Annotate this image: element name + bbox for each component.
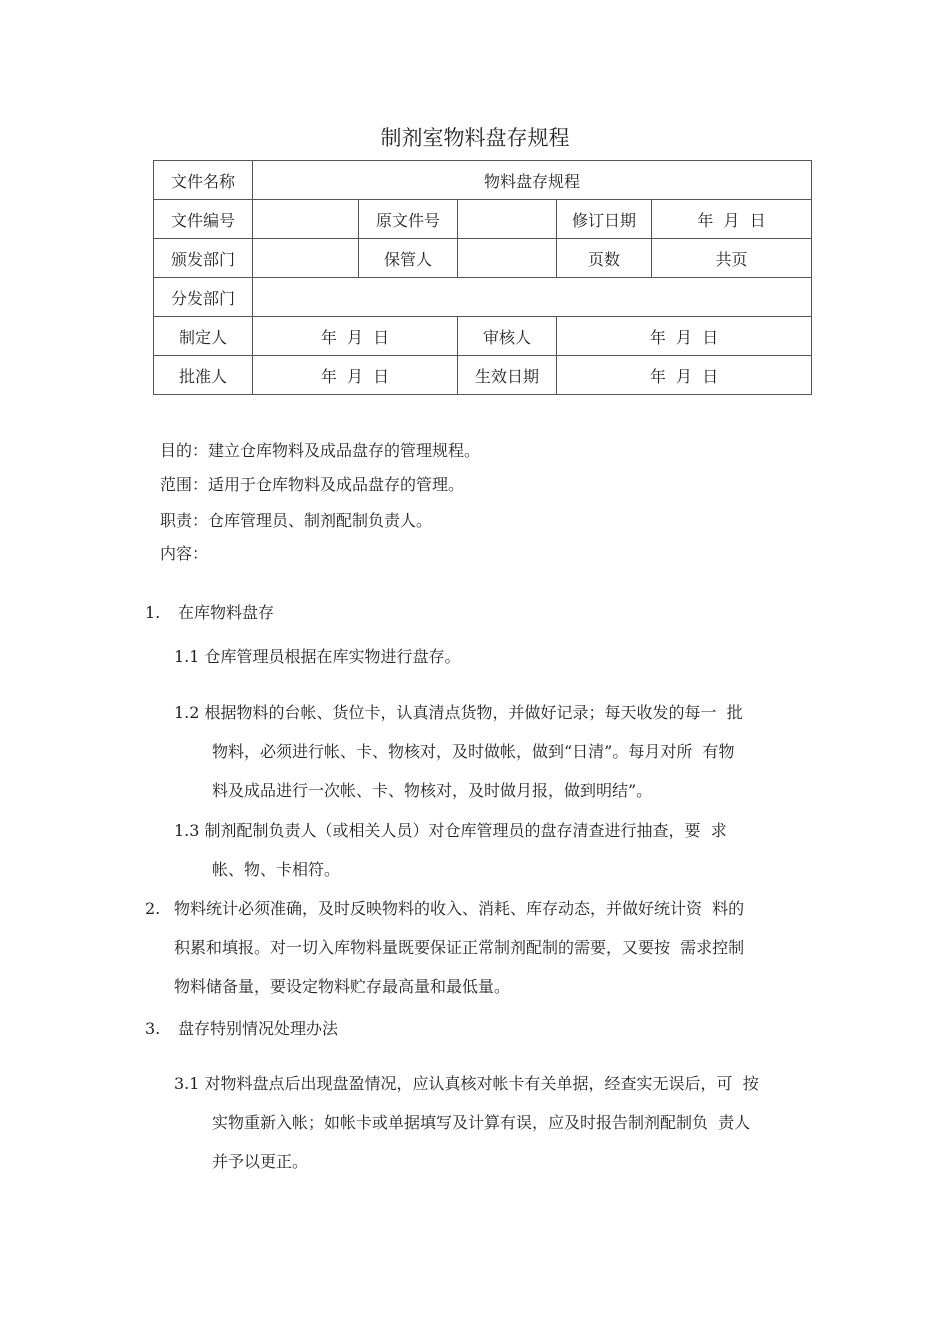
- file-name-value: 物料盘存规程: [253, 161, 812, 200]
- approver-date: 年 月 日: [253, 356, 458, 395]
- paragraph-line: 料及成品进行一次帐、卡、物核对，及时做月报，做到明结”。: [212, 781, 653, 800]
- purpose-text: 目的：建立仓库物料及成品盘存的管理规程。: [160, 441, 481, 460]
- table-row: [154, 278, 812, 317]
- paragraph-line: 实物重新入帐；如帐卡或单据填写及计算有误，应及时报告制剂配制负 责人: [212, 1113, 751, 1132]
- section-3-1-paragraph: [174, 1074, 759, 1191]
- section-1-title: 在库物料盘存: [178, 603, 275, 622]
- paragraph-line: 并予以更正。: [212, 1152, 309, 1171]
- drafter-date: 年 月 日: [253, 317, 458, 356]
- content-label: 内容：: [160, 544, 209, 563]
- file-number-label: 文件编号: [154, 200, 253, 239]
- file-name-label: 文件名称: [154, 161, 253, 200]
- page-title: 制剂室物料盘存规程: [380, 126, 570, 150]
- table-row: [154, 200, 812, 239]
- original-file-number-value: [458, 200, 557, 239]
- section-2-paragraph: [174, 899, 744, 1016]
- effective-date-value: 年 月 日: [557, 356, 812, 395]
- approver-label: 批准人: [154, 356, 253, 395]
- table-row: [154, 161, 812, 200]
- revision-date-value: 年 月 日: [652, 200, 812, 239]
- effective-date-label: 生效日期: [458, 356, 557, 395]
- section-1-3-paragraph: [174, 821, 727, 899]
- paragraph-line: 物料统计必须准确，及时反映物料的收入、消耗、库存动态，并做好统计资 料的: [174, 899, 745, 918]
- paragraph-line: 3.1 对物料盘点后出现盘盈情况，应认真核对帐卡有关单据，经查实无误后，可 按: [174, 1074, 759, 1093]
- section-3-number: 3.: [145, 1019, 161, 1038]
- paragraph-line: 1.2 根据物料的台帐、货位卡，认真清点货物，并做好记录；每天收发的每一 批: [174, 703, 743, 722]
- scope-text: 范围：适用于仓库物料及成品盘存的管理。: [160, 475, 465, 494]
- reviewer-label: 审核人: [458, 317, 557, 356]
- original-file-number-label: 原文件号: [359, 200, 458, 239]
- paragraph-line: 积累和填报。对一切入库物料量既要保证正常制剂配制的需要，又要按 需求控制: [174, 938, 745, 957]
- table-row: [154, 317, 812, 356]
- issuing-department-value: [253, 239, 359, 278]
- file-number-value: [253, 200, 359, 239]
- custodian-value: [458, 239, 557, 278]
- paragraph-line: 帐、物、卡相符。: [212, 860, 341, 879]
- table-row: [154, 239, 812, 278]
- paragraph-line: 物料，必须进行帐、卡、物核对，及时做帐，做到“日清”。每月对所 有物: [212, 742, 735, 761]
- section-1-2-paragraph: [174, 703, 743, 820]
- issuing-department-label: 颁发部门: [154, 239, 253, 278]
- section-2-number: 2.: [145, 899, 161, 918]
- page-count-value: 共页: [652, 239, 812, 278]
- document-info-table: [153, 160, 812, 395]
- paragraph-line: 1.3 制剂配制负责人（或相关人员）对仓库管理员的盘存清查进行抽查，要 求: [174, 821, 727, 840]
- paragraph-line: 物料储备量，要设定物料贮存最高量和最低量。: [174, 977, 511, 996]
- drafter-label: 制定人: [154, 317, 253, 356]
- section-3-title: 盘存特别情况处理办法: [178, 1019, 339, 1038]
- distribution-department-value: [253, 278, 812, 317]
- table-row: [154, 356, 812, 395]
- reviewer-date: 年 月 日: [557, 317, 812, 356]
- page-count-label: 页数: [557, 239, 652, 278]
- duty-text: 职责：仓库管理员、制剂配制负责人。: [160, 511, 433, 530]
- section-1-number: 1.: [145, 603, 161, 622]
- revision-date-label: 修订日期: [557, 200, 652, 239]
- distribution-department-label: 分发部门: [154, 278, 253, 317]
- custodian-label: 保管人: [359, 239, 458, 278]
- section-1-1-text: 1.1 仓库管理员根据在库实物进行盘存。: [174, 647, 461, 666]
